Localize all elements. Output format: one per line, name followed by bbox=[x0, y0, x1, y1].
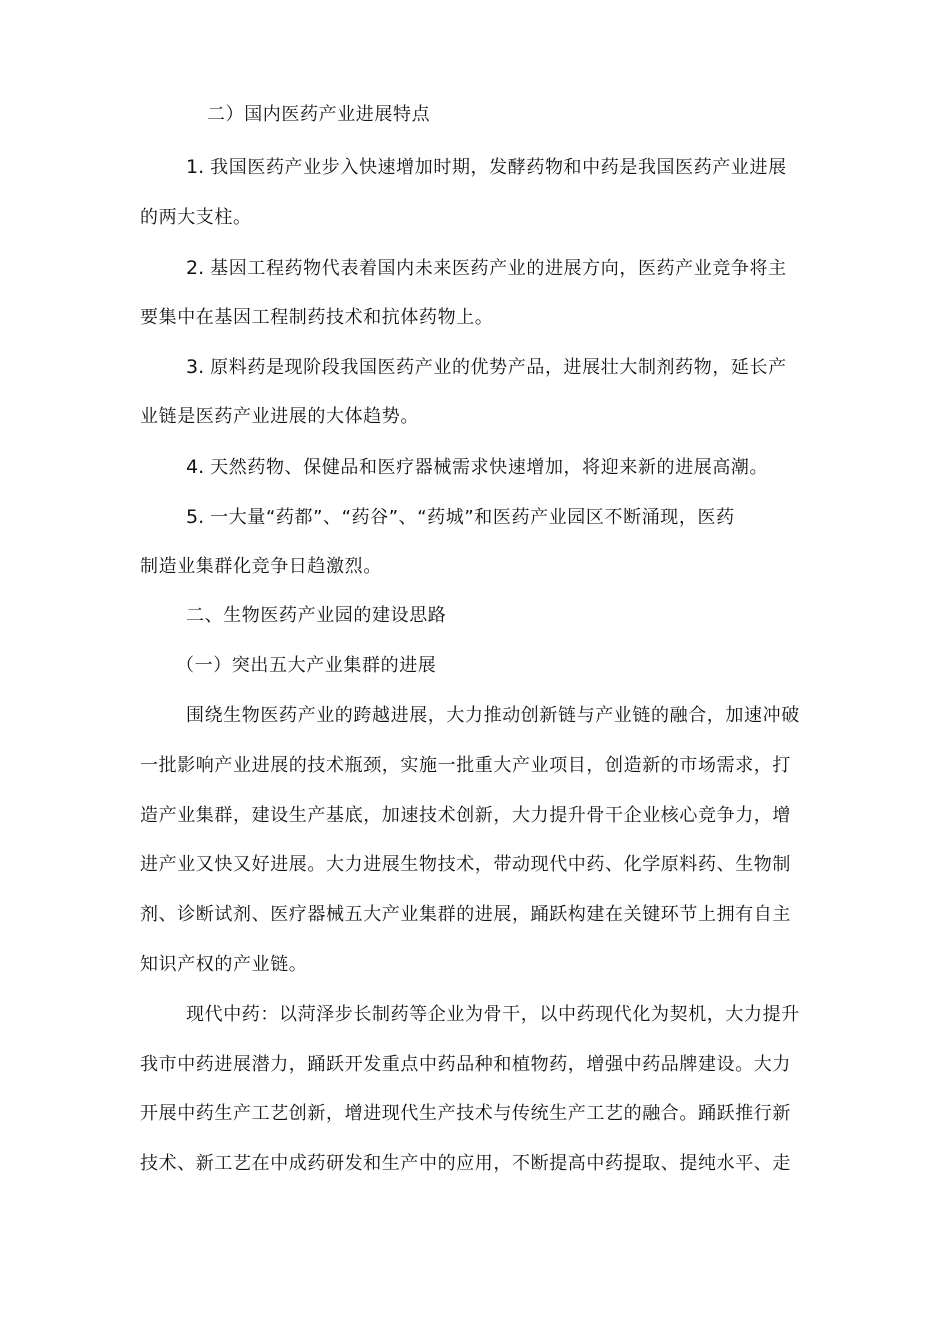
para1-line-6: 知识产权的产业链。 bbox=[140, 954, 308, 975]
list-item-3-line-2: 业链是医药产业进展的大体趋势。 bbox=[140, 406, 419, 427]
list-item-5-text: 一大量“药都”、“药谷”、“药城”和医药产业园区不断涌现，医药 bbox=[210, 507, 735, 528]
para2-line-4: 技术、新工艺在中成药研发和生产中的应用，不断提高中药提取、提纯水平、走 bbox=[140, 1153, 791, 1174]
list-item-1-text: 我国医药产业步入快速增加时期，发酵药物和中药是我国医药产业进展 bbox=[210, 157, 787, 178]
section-two-heading: 二、生物医药产业园的建设思路 bbox=[186, 605, 447, 626]
subsection-one-heading: （一）突出五大产业集群的进展 bbox=[176, 655, 437, 676]
para2-line-3: 开展中药生产工艺创新，增进现代生产技术与传统生产工艺的融合。踊跃推行新 bbox=[140, 1103, 791, 1124]
para2-line-2: 我市中药进展潜力，踊跃开发重点中药品种和植物药，增强中药品牌建设。大力 bbox=[140, 1054, 791, 1075]
list-item-2-line-1 bbox=[186, 256, 787, 281]
list-item-2-line-2: 要集中在基因工程制药技术和抗体药物上。 bbox=[140, 307, 494, 328]
list-item-5-number: 5. bbox=[186, 506, 205, 528]
para1-line-2: 一批影响产业进展的技术瓶颈，实施一批重大产业项目，创造新的市场需求，打 bbox=[140, 755, 791, 776]
para1-line-4: 进产业又快又好进展。大力进展生物技术，带动现代中药、化学原料药、生物制 bbox=[140, 854, 791, 875]
heading-domestic-features: 二）国内医药产业进展特点 bbox=[207, 104, 431, 125]
list-item-1-line-2: 的两大支柱。 bbox=[140, 207, 252, 228]
list-item-2-number: 2. bbox=[186, 257, 205, 279]
list-item-1-number: 1. bbox=[186, 156, 205, 178]
list-item-1-line-1 bbox=[186, 155, 787, 180]
list-item-5-line-2: 制造业集群化竞争日趋激烈。 bbox=[140, 556, 382, 577]
para1-line-5: 剂、诊断试剂、医疗器械五大产业集群的进展，踊跃构建在关键环节上拥有自主 bbox=[140, 904, 791, 925]
list-item-3-text: 原料药是现阶段我国医药产业的优势产品，进展壮大制剂药物，延长产 bbox=[210, 357, 787, 378]
para2-line-1: 现代中药：以菏泽步长制药等企业为骨干，以中药现代化为契机，大力提升 bbox=[186, 1004, 800, 1025]
para1-line-1: 围绕生物医药产业的跨越进展，大力推动创新链与产业链的融合，加速冲破 bbox=[186, 705, 800, 726]
list-item-4-number: 4. bbox=[186, 456, 205, 478]
list-item-2-text: 基因工程药物代表着国内未来医药产业的进展方向，医药产业竞争将主 bbox=[210, 258, 787, 279]
para1-line-3: 造产业集群，建设生产基底，加速技术创新，大力提升骨干企业核心竞争力，增 bbox=[140, 805, 791, 826]
list-item-3-line-1 bbox=[186, 355, 787, 380]
list-item-5-line-1 bbox=[186, 505, 735, 530]
list-item-4-line-1 bbox=[186, 455, 768, 480]
list-item-3-number: 3. bbox=[186, 356, 205, 378]
list-item-4-text: 天然药物、保健品和医疗器械需求快速增加，将迎来新的进展高潮。 bbox=[210, 457, 769, 478]
